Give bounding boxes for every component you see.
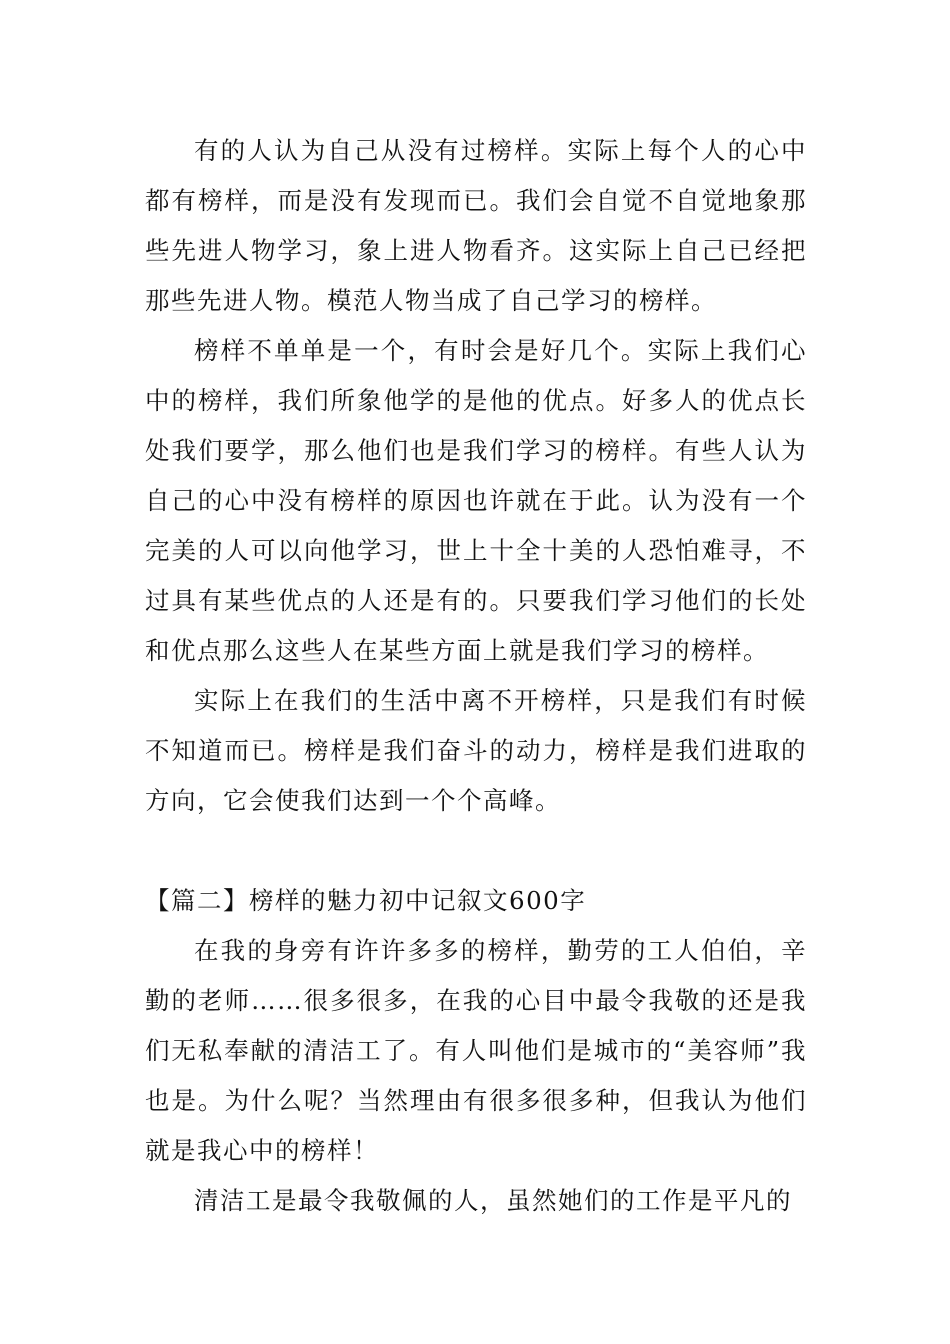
document-body <box>145 126 807 1226</box>
paragraph: 在我的身旁有许许多多的榜样，勤劳的工人伯伯，辛勤的老师……很多很多，在我的心目中最令我敬的还是我们无私奉献的清洁工了。有人叫他们是城市的“美容师”我也是。为什么呢？当然理由有很多很多种，但我认为他们就是我心中的榜样！ <box>145 936 807 1165</box>
paragraph: 清洁工是最令我敬佩的人，虽然她们的工作是平凡的 <box>194 1186 792 1215</box>
paragraph: 榜样不单单是一个，有时会是好几个。实际上我们心中的榜样，我们所象他学的是他的优点。好多人的优点长处我们要学，那么他们也是我们学习的榜样。有些人认为自己的心中没有榜样的原因也许就在于此。认为没有一个完美的人可以向他学习，世上十全十美的人恐怕难寻，不过具有某些优点的人还是有的。只要我们学习他们的长处和优点那么这些人在某些方面上就是我们学习的榜样。 <box>145 336 807 665</box>
section-spacer <box>145 826 807 876</box>
section-heading: 【篇二】榜样的魅力初中记叙文600字 <box>145 886 587 915</box>
paragraph: 有的人认为自己从没有过榜样。实际上每个人的心中都有榜样，而是没有发现而已。我们会自觉不自觉地象那些先进人物学习，象上进人物看齐。这实际上自己已经把那些先进人物。模范人物当成了自己学习的榜样。 <box>145 136 807 315</box>
paragraph: 实际上在我们的生活中离不开榜样，只是我们有时候不知道而已。榜样是我们奋斗的动力，榜样是我们进取的方向，它会使我们达到一个个高峰。 <box>145 686 807 815</box>
